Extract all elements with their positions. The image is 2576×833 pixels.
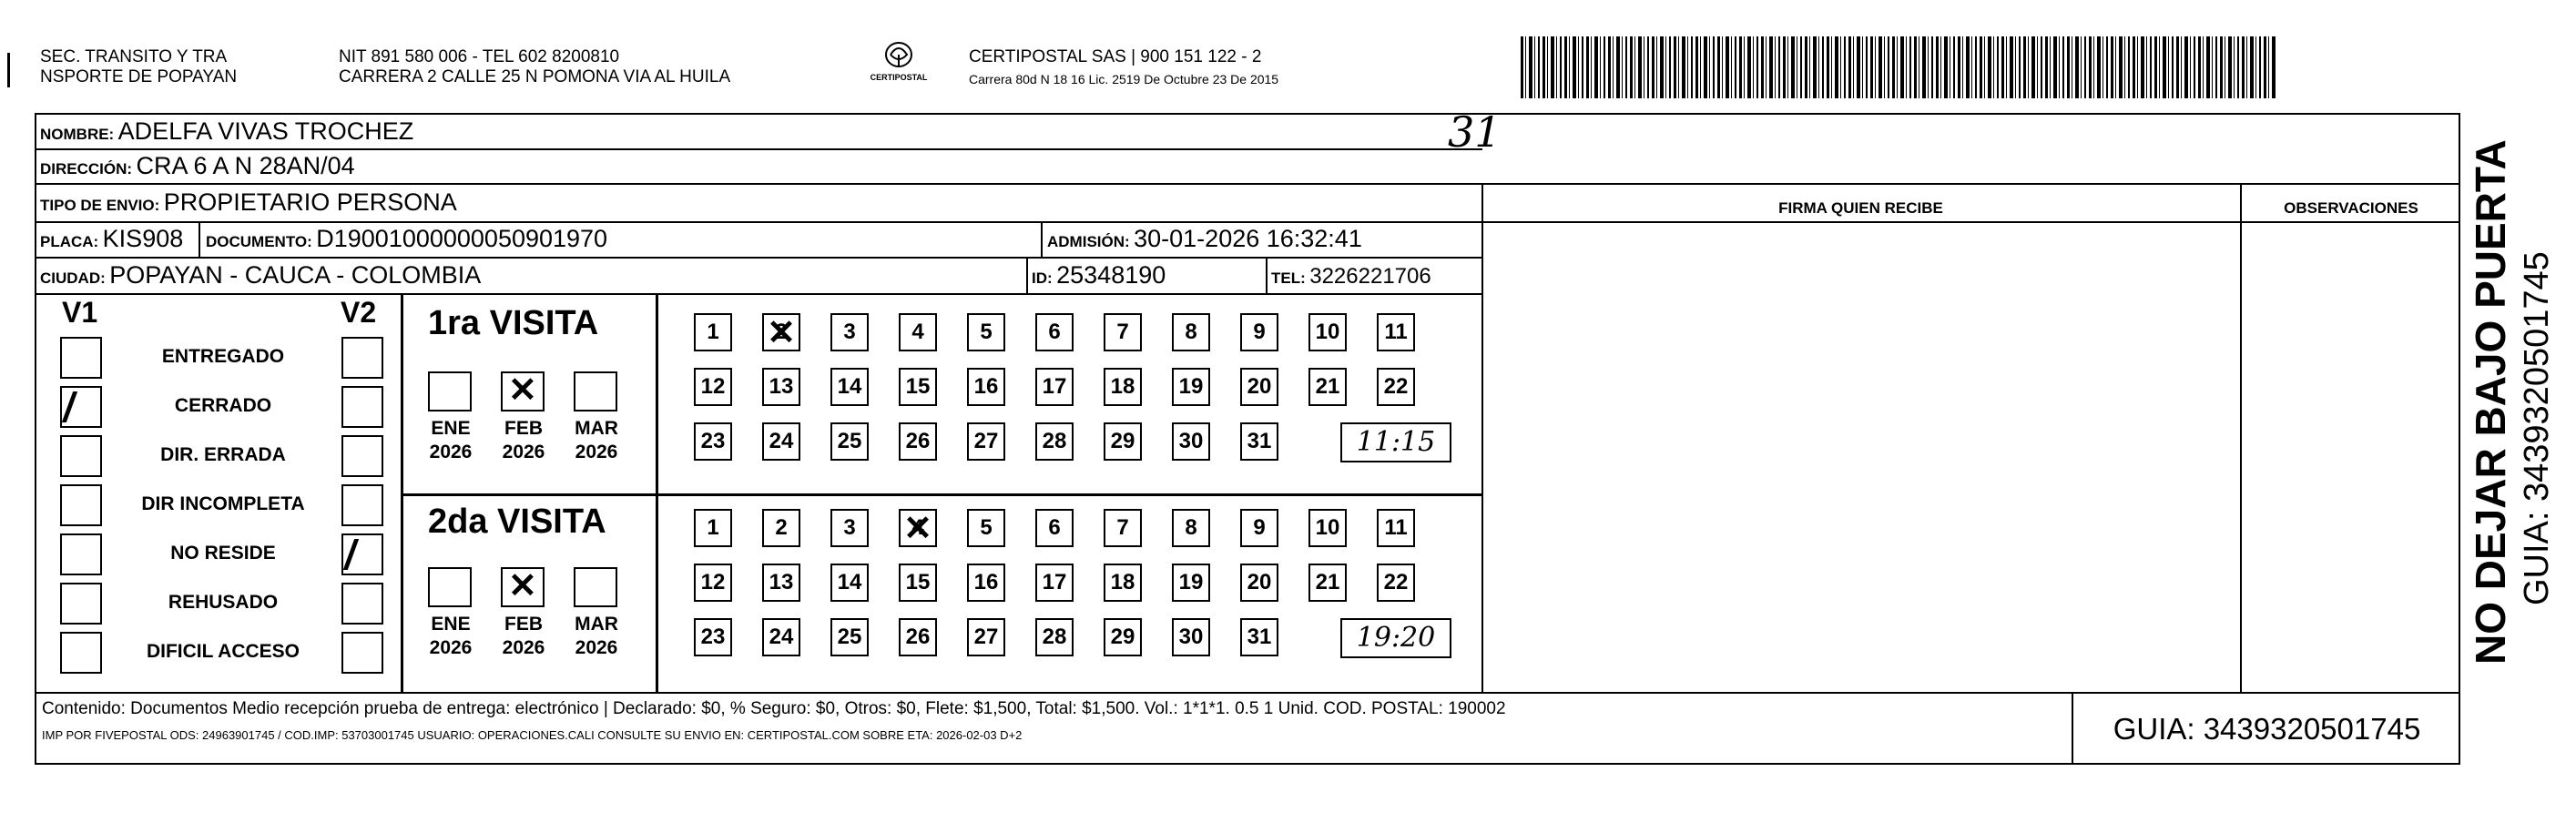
reason-label: NO RESIDE [170,543,276,564]
day-checkbox[interactable]: 13 [762,368,800,406]
rule-ciudad-id [1026,257,1028,293]
day-checkbox[interactable]: 28 [1035,618,1074,656]
day-checkbox[interactable]: 22 [1377,368,1415,406]
address-line: CARRERA 2 CALLE 25 N POMONA VIA AL HUILA [339,67,731,86]
day-checkbox[interactable]: 14 [830,564,869,602]
v1-checkbox[interactable] [60,533,102,575]
v2-checkbox[interactable] [341,484,383,526]
ciudad-label: CIUDAD: [40,269,106,287]
rule-tipo [35,221,2460,223]
day-checkbox[interactable]: 26 [899,618,937,656]
v1-checkbox[interactable] [60,632,102,674]
day-checkbox[interactable]: 2 ✕ [762,313,800,351]
rule-placa-doc [199,221,200,258]
nit-line: NIT 891 580 006 - TEL 602 8200810 [339,47,620,66]
tel-label: TEL: [1271,269,1306,287]
reason-label: DIFICIL ACCESO [146,641,300,662]
rule-months-right [656,293,658,692]
day-checkbox[interactable]: 7 [1104,509,1142,547]
day-checkbox[interactable]: 22 [1377,564,1415,602]
v2-checkbox[interactable] [341,533,383,575]
barcode [1521,36,2276,98]
nombre-value: ADELFA VIVAS TROCHEZ [117,118,414,145]
admision-value: 30-01-2026 16:32:41 [1134,226,1362,252]
day-checkbox[interactable]: 12 [694,368,732,406]
rule-firma-left [1481,183,1483,693]
visit-time: 11:15 [1340,422,1451,462]
month-year: 2026 [575,442,618,462]
day-checkbox[interactable]: 4 [899,313,937,351]
margin-tick [7,53,10,87]
logo-text: CERTIPOSTAL [870,73,928,82]
day-checkbox[interactable]: 3 [830,509,869,547]
day-checkbox[interactable]: 23 [694,618,732,656]
side-warning: NO DEJAR BAJO PUERTA [2467,139,2514,665]
day-checkbox[interactable]: 21 [1308,368,1347,406]
month-checkbox[interactable] [501,567,545,607]
rule-direccion [35,183,2460,185]
visit-time: 19:20 [1340,618,1451,658]
day-checkbox[interactable]: 17 [1035,368,1074,406]
documento-cell [206,226,607,256]
reason-label: CERRADO [174,395,272,416]
day-checkbox[interactable]: 21 [1308,564,1347,602]
rule-doc-adm [1041,221,1043,258]
sender-line-2: NSPORTE DE POPAYAN [40,67,238,86]
day-checkbox[interactable]: 3 [830,313,869,351]
ciudad-value: POPAYAN - CAUCA - COLOMBIA [109,262,482,289]
day-checkbox[interactable]: 25 [830,618,869,656]
v2-checkbox[interactable] [341,386,383,428]
month-checkbox[interactable] [574,567,617,607]
rule-mid-visits [401,493,1482,496]
nombre-label: NOMBRE: [40,126,115,143]
ciudad-cell [40,262,481,292]
month-year: 2026 [575,637,618,658]
tel-cell [1271,264,1431,292]
rule-reasons-right [401,293,403,692]
day-checkbox[interactable]: 10 [1308,509,1347,547]
id-value: 25348190 [1056,262,1166,289]
tipo-label: TIPO DE ENVIO: [40,197,160,214]
reason-label: DIR. ERRADA [160,444,286,465]
rule-nombre [35,148,1482,150]
day-checkbox[interactable]: 28 [1035,422,1074,461]
day-checkbox[interactable]: 5 [967,509,1005,547]
day-checkbox[interactable]: 8 [1172,509,1210,547]
day-checkbox[interactable]: 19 [1172,368,1210,406]
v1-checkbox[interactable] [60,583,102,625]
day-checkbox[interactable]: 11 [1377,509,1415,547]
firma-label: FIRMA QUIEN RECIBE [1778,199,1943,217]
day-checkbox[interactable]: 1 [694,313,732,351]
placa-label: PLACA: [40,233,99,250]
month-name: ENE [431,418,471,439]
day-checkbox[interactable]: 1 [694,509,732,547]
day-checkbox[interactable]: 11 [1377,313,1415,351]
month-year: 2026 [502,637,545,658]
tipo-value: PROPIETARIO PERSONA [163,189,457,216]
day-checkbox[interactable]: 18 [1104,368,1142,406]
day-checkbox[interactable]: 27 [967,422,1005,461]
rule-id-tel [1266,257,1268,293]
day-checkbox[interactable]: 9 [1240,509,1278,547]
day-checkbox[interactable]: 15 [899,368,937,406]
reason-label: DIR INCOMPLETA [141,493,305,514]
v1-checkbox[interactable] [60,484,102,526]
documento-label: DOCUMENTO: [206,233,312,250]
reason-label: REHUSADO [168,592,279,613]
company-line-2: Carrera 80d N 18 16 Lic. 2519 De Octubre 23 De 2015 [969,72,1279,86]
month-checkbox[interactable] [428,567,472,607]
day-checkbox[interactable]: 29 [1104,618,1142,656]
day-checkbox[interactable]: 9 [1240,313,1278,351]
sender-line-1: SEC. TRANSITO Y TRA [40,47,228,66]
documento-value: D19001000000050901970 [316,226,608,252]
day-checkbox[interactable]: 20 [1240,564,1278,602]
day-checkbox[interactable]: 31 [1240,618,1278,656]
day-checkbox[interactable]: 10 [1308,313,1347,351]
day-checkbox[interactable]: 24 [762,422,800,461]
second-visit-title: 2da VISITA [428,503,606,541]
v2-checkbox[interactable] [341,435,383,477]
v2-checkbox[interactable] [341,632,383,674]
handwritten-note: 31 [1448,107,1502,157]
placa-value: KIS908 [102,226,184,252]
v2-label: V2 [341,296,377,329]
nombre-row [40,118,413,148]
company-line-1: CERTIPOSTAL SAS | 900 151 122 - 2 [969,47,1262,66]
day-checkbox[interactable]: 23 [694,422,732,461]
tipo-row [40,189,457,219]
day-checkbox[interactable]: 8 [1172,313,1210,351]
reason-label: ENTREGADO [161,346,285,367]
placa-cell [40,226,183,256]
day-checkbox[interactable]: 2 [762,509,800,547]
month-year: 2026 [502,442,545,462]
v2-checkbox[interactable] [341,337,383,379]
month-name: ENE [431,614,471,635]
month-name: MAR [575,418,618,439]
v1-checkbox[interactable] [60,386,102,428]
day-checkbox[interactable]: 18 [1104,564,1142,602]
month-name: FEB [504,418,543,439]
day-checkbox[interactable]: 12 [694,564,732,602]
day-checkbox[interactable]: 14 [830,368,869,406]
day-checkbox[interactable]: 25 [830,422,869,461]
day-checkbox[interactable]: 20 [1240,368,1278,406]
day-checkbox[interactable]: 13 [762,564,800,602]
day-checkbox[interactable]: 31 [1240,422,1278,461]
day-checkbox[interactable]: 16 [967,368,1005,406]
direccion-label: DIRECCIÓN: [40,160,133,178]
day-checkbox[interactable]: 6 [1035,509,1074,547]
day-checkbox[interactable]: 6 [1035,313,1074,351]
day-checkbox[interactable]: 30 [1172,618,1210,656]
month-checkbox[interactable] [501,371,545,411]
tel-value: 3226221706 [1309,264,1431,289]
certipostal-logo [867,36,931,86]
rule-footer [35,692,2460,694]
print-line: IMP POR FIVEPOSTAL ODS: 24963901745 / COD.IMP: 53703001745 USUARIO: OPERACIONES.CALI CONSULTE SU ENVIO EN: CERTIPOSTAL.COM SOBRE ETA: 2026-02-03 D+2 [42,728,1023,742]
direccion-value: CRA 6 A N 28AN/04 [136,153,355,179]
day-checkbox[interactable]: 17 [1035,564,1074,602]
day-checkbox[interactable]: 4 ✕ [899,509,937,547]
id-label: ID: [1032,269,1053,287]
v1-checkbox[interactable] [60,435,102,477]
month-name: MAR [575,614,618,635]
v1-checkbox[interactable] [60,337,102,379]
direccion-row [40,153,355,183]
day-checkbox[interactable]: 24 [762,618,800,656]
month-checkbox[interactable] [428,371,472,411]
day-checkbox[interactable]: 5 [967,313,1005,351]
admision-label: ADMISIÓN: [1047,233,1130,250]
month-name: FEB [504,614,543,635]
month-checkbox[interactable] [574,371,617,411]
day-checkbox[interactable]: 7 [1104,313,1142,351]
v1-label: V1 [62,296,98,329]
day-checkbox[interactable]: 27 [967,618,1005,656]
rule-observ-left [2240,183,2242,693]
day-checkbox[interactable]: 30 [1172,422,1210,461]
month-year: 2026 [429,637,473,658]
day-checkbox[interactable]: 26 [899,422,937,461]
admision-cell [1047,226,1362,256]
first-visit-title: 1ra VISITA [428,304,599,342]
day-checkbox[interactable]: 16 [967,564,1005,602]
contents-line: Contenido: Documentos Medio recepción prueba de entrega: electrónico | Declarado: $0, % Seguro: $0, Otros: $0, Flete: $1,500, Total: $1,500. Vol.: 1*1*1. 0.5 1 Unid. COD. POSTAL: 190002 [42,699,1506,718]
day-checkbox[interactable]: 15 [899,564,937,602]
day-checkbox[interactable]: 29 [1104,422,1142,461]
guia-footer: GUIA: 3439320501745 [2113,712,2421,746]
v2-checkbox[interactable] [341,583,383,625]
id-cell [1032,262,1166,292]
rule-ciudad [35,293,1482,295]
observaciones-label: OBSERVACIONES [2284,199,2418,217]
side-guia: GUIA: 3439320501745 [2518,251,2556,605]
day-checkbox[interactable]: 19 [1172,564,1210,602]
month-year: 2026 [429,442,473,462]
